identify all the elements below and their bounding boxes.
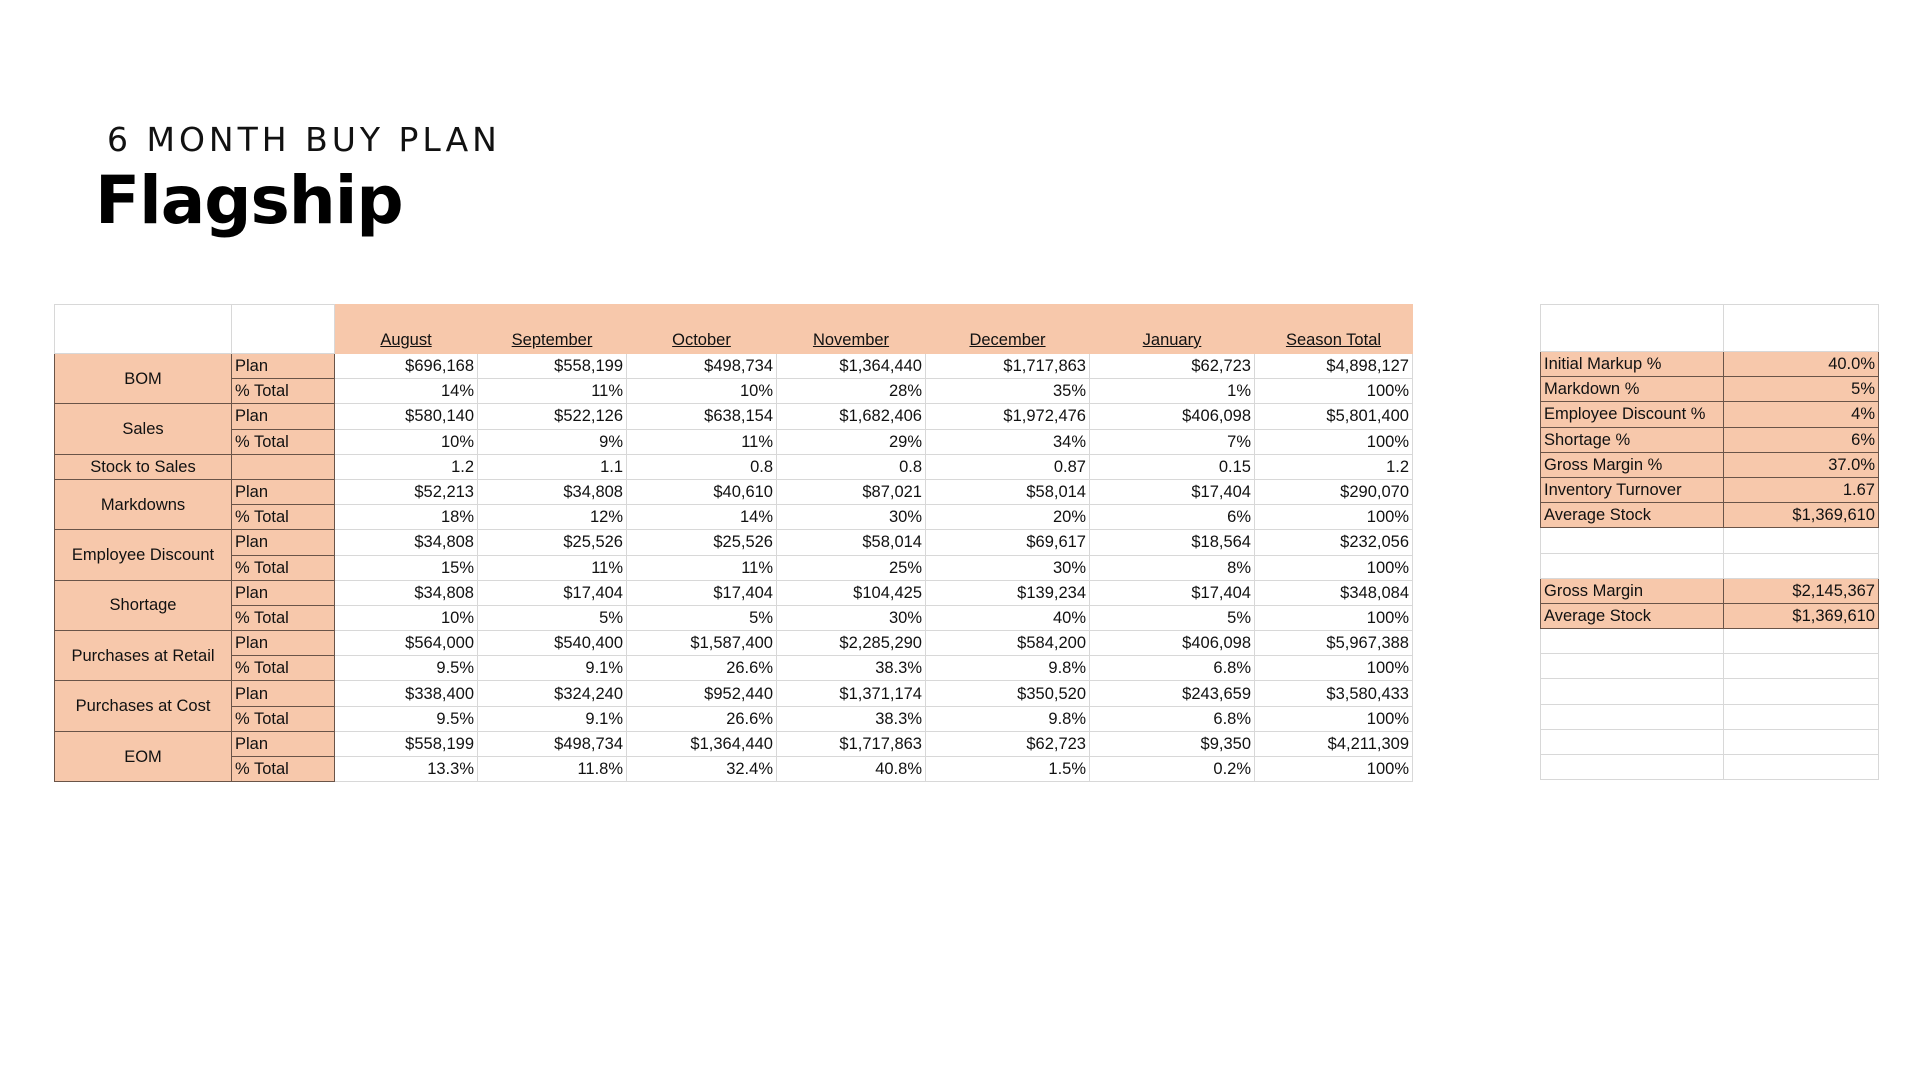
summary-row <box>1541 603 1879 628</box>
buy-plan-table <box>54 304 1413 782</box>
summary-value: 40.0% <box>1724 352 1879 377</box>
row-subcategory: Plan <box>232 731 335 756</box>
value-cell: 100% <box>1255 605 1413 630</box>
value-cell: 9.8% <box>926 656 1090 681</box>
summary-row <box>1541 503 1879 528</box>
value-cell: 11% <box>478 379 627 404</box>
summary-label <box>1541 729 1724 754</box>
summary-value: 4% <box>1724 402 1879 427</box>
value-cell: $4,898,127 <box>1255 354 1413 379</box>
value-cell: $62,723 <box>1090 354 1255 379</box>
value-cell: $18,564 <box>1090 530 1255 555</box>
row-subcategory: Plan <box>232 404 335 429</box>
value-cell: 26.6% <box>627 706 777 731</box>
value-cell: $1,371,174 <box>777 681 926 706</box>
summary-label: Initial Markup % <box>1541 352 1724 377</box>
summary-label: Inventory Turnover <box>1541 477 1724 502</box>
value-cell: $139,234 <box>926 580 1090 605</box>
row-subcategory: % Total <box>232 605 335 630</box>
column-header: November <box>777 305 926 354</box>
column-header: August <box>335 305 478 354</box>
value-cell: 38.3% <box>777 656 926 681</box>
value-cell: 29% <box>777 429 926 454</box>
row-category: Purchases at Cost <box>55 681 232 731</box>
summary-label: Gross Margin <box>1541 578 1724 603</box>
value-cell: $580,140 <box>335 404 478 429</box>
table-row <box>55 555 1413 580</box>
table-row <box>55 706 1413 731</box>
value-cell: $540,400 <box>478 631 627 656</box>
row-subcategory: Plan <box>232 354 335 379</box>
value-cell: $522,126 <box>478 404 627 429</box>
table-row <box>55 454 1413 479</box>
value-cell: 38.3% <box>777 706 926 731</box>
table-row <box>55 354 1413 379</box>
header-blank-cell <box>232 305 335 354</box>
value-cell: $1,364,440 <box>627 731 777 756</box>
summary-row <box>1541 755 1879 780</box>
value-cell: $350,520 <box>926 681 1090 706</box>
row-subcategory: Plan <box>232 530 335 555</box>
value-cell: 32.4% <box>627 757 777 782</box>
summary-value: 5% <box>1724 377 1879 402</box>
table-row <box>55 757 1413 782</box>
value-cell: 0.8 <box>777 454 926 479</box>
value-cell: $564,000 <box>335 631 478 656</box>
summary-label: Shortage % <box>1541 427 1724 452</box>
summary-value <box>1724 629 1879 654</box>
value-cell: 5% <box>478 605 627 630</box>
summary-row <box>1541 377 1879 402</box>
value-cell: $2,285,290 <box>777 631 926 656</box>
value-cell: $52,213 <box>335 479 478 504</box>
value-cell: 9.5% <box>335 656 478 681</box>
value-cell: 34% <box>926 429 1090 454</box>
value-cell: $69,617 <box>926 530 1090 555</box>
value-cell: 100% <box>1255 505 1413 530</box>
value-cell: $17,404 <box>1090 479 1255 504</box>
summary-label <box>1541 654 1724 679</box>
value-cell: 28% <box>777 379 926 404</box>
value-cell: 1.2 <box>1255 454 1413 479</box>
value-cell: 0.2% <box>1090 757 1255 782</box>
value-cell: 9.8% <box>926 706 1090 731</box>
value-cell: 10% <box>335 605 478 630</box>
table-row <box>55 379 1413 404</box>
summary-value <box>1724 528 1879 553</box>
summary-table <box>1540 304 1879 780</box>
value-cell: 7% <box>1090 429 1255 454</box>
value-cell: $324,240 <box>478 681 627 706</box>
summary-value: 37.0% <box>1724 452 1879 477</box>
row-subcategory: % Total <box>232 379 335 404</box>
value-cell: $1,717,863 <box>926 354 1090 379</box>
value-cell: $290,070 <box>1255 479 1413 504</box>
row-subcategory: Plan <box>232 681 335 706</box>
row-subcategory <box>232 454 335 479</box>
summary-row <box>1541 352 1879 377</box>
value-cell: $25,526 <box>478 530 627 555</box>
value-cell: $58,014 <box>777 530 926 555</box>
summary-row <box>1541 553 1879 578</box>
summary-label <box>1541 629 1724 654</box>
value-cell: $5,801,400 <box>1255 404 1413 429</box>
value-cell: $87,021 <box>777 479 926 504</box>
summary-value <box>1724 654 1879 679</box>
row-category: Stock to Sales <box>55 454 232 479</box>
column-header: January <box>1090 305 1255 354</box>
value-cell: $40,610 <box>627 479 777 504</box>
summary-value <box>1724 755 1879 780</box>
value-cell: $696,168 <box>335 354 478 379</box>
row-subcategory: % Total <box>232 706 335 731</box>
table-row <box>55 580 1413 605</box>
value-cell: 40.8% <box>777 757 926 782</box>
value-cell: $232,056 <box>1255 530 1413 555</box>
value-cell: 1.5% <box>926 757 1090 782</box>
value-cell: $348,084 <box>1255 580 1413 605</box>
summary-label <box>1541 704 1724 729</box>
value-cell: $498,734 <box>478 731 627 756</box>
row-subcategory: Plan <box>232 631 335 656</box>
summary-row <box>1541 528 1879 553</box>
value-cell: 30% <box>777 605 926 630</box>
row-category: Purchases at Retail <box>55 631 232 681</box>
value-cell: $406,098 <box>1090 631 1255 656</box>
summary-row <box>1541 629 1879 654</box>
value-cell: 30% <box>777 505 926 530</box>
summary-row <box>1541 452 1879 477</box>
summary-value: $1,369,610 <box>1724 603 1879 628</box>
table-row <box>55 681 1413 706</box>
value-cell: 0.87 <box>926 454 1090 479</box>
value-cell: $17,404 <box>627 580 777 605</box>
value-cell: 14% <box>335 379 478 404</box>
value-cell: 10% <box>335 429 478 454</box>
row-subcategory: Plan <box>232 580 335 605</box>
summary-row <box>1541 427 1879 452</box>
summary-row <box>1541 704 1879 729</box>
value-cell: 8% <box>1090 555 1255 580</box>
summary-value <box>1724 729 1879 754</box>
header-row <box>55 305 1413 354</box>
table-row <box>55 656 1413 681</box>
value-cell: 12% <box>478 505 627 530</box>
summary-blank-cell <box>1541 305 1724 352</box>
summary-label: Average Stock <box>1541 503 1724 528</box>
value-cell: 6% <box>1090 505 1255 530</box>
table-row <box>55 530 1413 555</box>
value-cell: $62,723 <box>926 731 1090 756</box>
value-cell: $558,199 <box>478 354 627 379</box>
summary-row <box>1541 729 1879 754</box>
row-category: Markdowns <box>55 479 232 529</box>
value-cell: $3,580,433 <box>1255 681 1413 706</box>
value-cell: 100% <box>1255 429 1413 454</box>
value-cell: 1.2 <box>335 454 478 479</box>
summary-row <box>1541 654 1879 679</box>
value-cell: 13.3% <box>335 757 478 782</box>
value-cell: 9.5% <box>335 706 478 731</box>
column-header: Season Total <box>1255 305 1413 354</box>
column-header: October <box>627 305 777 354</box>
value-cell: 14% <box>627 505 777 530</box>
table-row <box>55 605 1413 630</box>
summary-row <box>1541 402 1879 427</box>
row-category: Sales <box>55 404 232 454</box>
value-cell: $498,734 <box>627 354 777 379</box>
value-cell: $338,400 <box>335 681 478 706</box>
value-cell: 1% <box>1090 379 1255 404</box>
value-cell: $1,972,476 <box>926 404 1090 429</box>
row-subcategory: % Total <box>232 555 335 580</box>
summary-label <box>1541 679 1724 704</box>
value-cell: 15% <box>335 555 478 580</box>
value-cell: $584,200 <box>926 631 1090 656</box>
summary-row <box>1541 679 1879 704</box>
summary-label <box>1541 553 1724 578</box>
row-category: Employee Discount <box>55 530 232 580</box>
value-cell: 30% <box>926 555 1090 580</box>
summary-row <box>1541 578 1879 603</box>
page-title: Flagship <box>95 162 403 239</box>
value-cell: $34,808 <box>335 530 478 555</box>
value-cell: $104,425 <box>777 580 926 605</box>
table-row <box>55 631 1413 656</box>
row-category: EOM <box>55 731 232 781</box>
value-cell: $1,587,400 <box>627 631 777 656</box>
column-header: September <box>478 305 627 354</box>
value-cell: 6.8% <box>1090 656 1255 681</box>
value-cell: $558,199 <box>335 731 478 756</box>
summary-label <box>1541 528 1724 553</box>
value-cell: 10% <box>627 379 777 404</box>
row-subcategory: % Total <box>232 656 335 681</box>
value-cell: $5,967,388 <box>1255 631 1413 656</box>
value-cell: 9% <box>478 429 627 454</box>
value-cell: $1,364,440 <box>777 354 926 379</box>
value-cell: 5% <box>1090 605 1255 630</box>
row-category: Shortage <box>55 580 232 630</box>
summary-value <box>1724 553 1879 578</box>
value-cell: $34,808 <box>478 479 627 504</box>
value-cell: 6.8% <box>1090 706 1255 731</box>
value-cell: 35% <box>926 379 1090 404</box>
table-row <box>55 479 1413 504</box>
value-cell: $1,682,406 <box>777 404 926 429</box>
row-subcategory: Plan <box>232 479 335 504</box>
value-cell: 11.8% <box>478 757 627 782</box>
value-cell: 0.8 <box>627 454 777 479</box>
row-subcategory: % Total <box>232 429 335 454</box>
column-header: December <box>926 305 1090 354</box>
value-cell: 100% <box>1255 757 1413 782</box>
value-cell: 25% <box>777 555 926 580</box>
value-cell: 100% <box>1255 379 1413 404</box>
table-row <box>55 429 1413 454</box>
value-cell: $4,211,309 <box>1255 731 1413 756</box>
value-cell: 100% <box>1255 706 1413 731</box>
value-cell: $406,098 <box>1090 404 1255 429</box>
summary-value: $1,369,610 <box>1724 503 1879 528</box>
summary-value: 1.67 <box>1724 477 1879 502</box>
value-cell: 5% <box>627 605 777 630</box>
header-blank-cell <box>55 305 232 354</box>
summary-header-row <box>1541 305 1879 352</box>
value-cell: 18% <box>335 505 478 530</box>
value-cell: 11% <box>627 555 777 580</box>
value-cell: $1,717,863 <box>777 731 926 756</box>
value-cell: 0.15 <box>1090 454 1255 479</box>
value-cell: 20% <box>926 505 1090 530</box>
value-cell: $17,404 <box>478 580 627 605</box>
summary-row <box>1541 477 1879 502</box>
value-cell: 100% <box>1255 656 1413 681</box>
summary-value <box>1724 704 1879 729</box>
table-row <box>55 404 1413 429</box>
table-row <box>55 731 1413 756</box>
value-cell: 40% <box>926 605 1090 630</box>
value-cell: 26.6% <box>627 656 777 681</box>
row-category: BOM <box>55 354 232 404</box>
summary-value <box>1724 679 1879 704</box>
summary-label: Employee Discount % <box>1541 402 1724 427</box>
summary-label <box>1541 755 1724 780</box>
row-subcategory: % Total <box>232 505 335 530</box>
summary-blank-cell <box>1724 305 1879 352</box>
summary-label: Average Stock <box>1541 603 1724 628</box>
value-cell: $243,659 <box>1090 681 1255 706</box>
value-cell: $25,526 <box>627 530 777 555</box>
row-subcategory: % Total <box>232 757 335 782</box>
value-cell: 9.1% <box>478 656 627 681</box>
summary-label: Gross Margin % <box>1541 452 1724 477</box>
value-cell: $58,014 <box>926 479 1090 504</box>
summary-value: 6% <box>1724 427 1879 452</box>
page-heading: 6 MONTH BUY PLAN <box>107 120 501 159</box>
value-cell: $34,808 <box>335 580 478 605</box>
value-cell: $638,154 <box>627 404 777 429</box>
value-cell: 11% <box>627 429 777 454</box>
value-cell: 100% <box>1255 555 1413 580</box>
value-cell: 9.1% <box>478 706 627 731</box>
summary-value: $2,145,367 <box>1724 578 1879 603</box>
value-cell: $17,404 <box>1090 580 1255 605</box>
summary-label: Markdown % <box>1541 377 1724 402</box>
table-row <box>55 505 1413 530</box>
value-cell: $952,440 <box>627 681 777 706</box>
value-cell: 11% <box>478 555 627 580</box>
value-cell: 1.1 <box>478 454 627 479</box>
value-cell: $9,350 <box>1090 731 1255 756</box>
